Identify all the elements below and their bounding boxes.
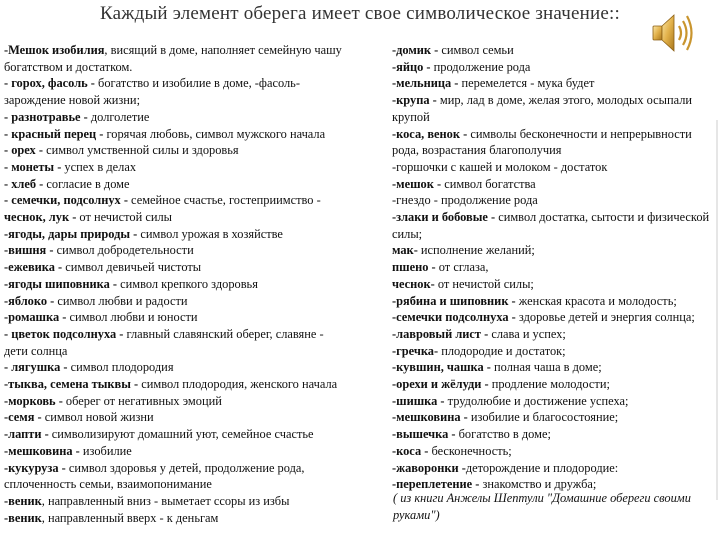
amulet-entry — [392, 376, 714, 393]
entry-meaning: , направленный вверх - к деньгам — [41, 510, 219, 525]
entry-meaning: богатство и изобилие в доме, -фасоль-зарождение новой жизни; — [4, 76, 300, 108]
amulet-entry — [4, 259, 349, 276]
amulet-entry — [392, 259, 714, 276]
amulet-entry — [392, 242, 714, 259]
entry-meaning: символ крепкого здоровья — [117, 276, 258, 291]
amulet-entry — [4, 109, 349, 126]
amulet-entry — [392, 42, 714, 59]
entry-meaning: оберег от негативных эмоций — [62, 393, 222, 408]
entry-meaning: символ урожая в хозяйстве — [137, 226, 283, 241]
left-column — [4, 42, 349, 526]
entry-meaning: здоровье детей и энергия солнца; — [515, 310, 695, 325]
entry-term: - лягушка - — [4, 360, 68, 375]
entry-meaning: символ добродетельности — [53, 243, 194, 258]
entry-meaning: бесконечность; — [428, 443, 512, 458]
entry-meaning: мир, лад в доме, желая этого, молодых осыпали крупой — [392, 93, 693, 124]
source-citation: ( из книги Анжелы Шептули "Домашние обереги своими руками") — [393, 491, 691, 522]
entry-term: -вишня - — [4, 243, 54, 258]
entry-meaning: успех в делах — [61, 159, 137, 174]
entry-term: мак- — [392, 243, 418, 258]
entry-meaning: полная чаша в доме; — [490, 360, 602, 375]
entry-meaning: знакомство и дружба; — [479, 477, 597, 492]
entry-meaning: трудолюбие и достижение успеха; — [444, 393, 629, 408]
entry-meaning: символ любви и радости — [54, 293, 188, 308]
entry-meaning: слава и успех; — [488, 326, 566, 341]
entry-meaning: согласие в доме — [43, 176, 130, 191]
entry-meaning: продолжение рода — [430, 59, 531, 74]
amulet-entry — [392, 359, 714, 376]
entry-term: -ежевика - — [4, 260, 63, 275]
amulet-entry — [392, 393, 714, 410]
entry-term: -орехи и жёлуди - — [392, 377, 489, 392]
entry-term: -яйцо - — [392, 59, 431, 74]
amulet-entry — [4, 359, 349, 376]
amulet-entry — [4, 393, 349, 410]
amulet-entry — [392, 309, 714, 326]
amulet-entry — [4, 142, 349, 159]
entry-term: чеснок, лук - — [4, 210, 77, 225]
amulet-entry — [4, 126, 349, 143]
amulet-entry — [392, 209, 714, 242]
amulet-entry — [392, 192, 714, 209]
amulet-entry — [392, 75, 714, 92]
entry-term: -семя - — [4, 410, 42, 425]
entry-term: -лавровый лист - — [392, 326, 489, 341]
entry-term: -гречка- — [392, 343, 439, 358]
amulet-entry — [392, 293, 714, 310]
entry-term: - монеты - — [4, 159, 62, 174]
entry-term: -переплетение - — [392, 477, 480, 492]
entry-meaning: -гнездо - продолжение рода — [392, 193, 538, 208]
amulet-entry — [392, 426, 714, 443]
amulet-entry — [392, 176, 714, 193]
amulet-entry — [4, 493, 349, 510]
entry-meaning: женская красота и молодость; — [515, 293, 677, 308]
amulet-entry — [392, 92, 714, 125]
entry-meaning: плодородие и достаток; — [438, 343, 566, 358]
amulet-entry — [4, 409, 349, 426]
amulet-entry — [392, 460, 714, 477]
entry-meaning: изобилие и благосостояние; — [467, 410, 619, 425]
entry-meaning: от нечистой силы; — [434, 276, 534, 291]
entry-term: - орех - — [4, 143, 43, 158]
entry-meaning: изобилие — [79, 443, 132, 458]
entry-term: -крупа - — [392, 93, 437, 108]
entry-term: -яблоко - — [4, 293, 55, 308]
entry-meaning: богатство в доме; — [455, 427, 551, 442]
entry-meaning: продление молодости; — [488, 377, 610, 392]
amulet-entry — [392, 326, 714, 343]
entry-term: -лапти - — [4, 427, 49, 442]
amulet-entry — [4, 209, 349, 226]
entry-term: -кувшин, чашка - — [392, 360, 491, 375]
entry-term: - красный перец - — [4, 126, 104, 141]
entry-term: чеснок- — [392, 276, 435, 291]
amulet-entry — [4, 293, 349, 310]
entry-term: -веник — [4, 493, 42, 508]
amulet-entry — [4, 326, 349, 359]
entry-meaning: главный славянский оберег, славяне - дети солнца — [4, 326, 324, 358]
entry-meaning: символ здоровья у детей, продолжение рода, сплоченность семьи, взаимопонимание — [4, 460, 305, 492]
entry-meaning: , направленный вниз - выметает ссоры из избы — [41, 493, 290, 508]
entry-term: -вышечка - — [392, 427, 456, 442]
entry-term: -ромашка - — [4, 310, 67, 325]
entry-meaning: символы бесконечности и непрерывности рода, возрастания благополучия — [392, 126, 692, 158]
entry-meaning: символ любви и юности — [66, 310, 198, 325]
entry-term: -мешковина - — [392, 410, 468, 425]
entry-term: - горох, фасоль - — [4, 76, 95, 91]
amulet-entry — [4, 176, 349, 193]
entry-meaning: от сглаза, — [435, 260, 489, 275]
entry-meaning: символ плодородия — [67, 360, 174, 375]
amulet-entry — [4, 192, 349, 209]
entry-term: -мешок - — [392, 176, 442, 191]
amulet-entry — [4, 159, 349, 176]
entry-meaning: , висящий в доме, наполняет семейную чашу богатством и достатком. — [4, 43, 342, 74]
edge-divider — [716, 120, 718, 500]
entry-term: -злаки и бобовые - — [392, 210, 496, 225]
entry-term: -домик - — [392, 43, 439, 57]
entry-meaning: символ плодородия, женского начала — [138, 377, 338, 392]
amulet-entry — [392, 126, 714, 159]
entry-term: -кукуруза - — [4, 460, 66, 475]
entry-meaning: горячая любовь, символ мужского начала — [103, 126, 326, 141]
entry-meaning: символ девичьей чистоты — [62, 260, 202, 275]
amulet-entry — [4, 376, 349, 393]
entry-term: - цветок подсолнуха - — [4, 326, 124, 341]
amulet-entry — [4, 242, 349, 259]
right-column — [392, 42, 714, 493]
amulet-entry — [4, 276, 349, 293]
amulet-entry — [392, 443, 714, 460]
entry-meaning: от нечистой силы — [76, 210, 172, 225]
entry-meaning: символизируют домашний уют, семейное счастье — [48, 427, 314, 442]
amulet-entry — [4, 42, 349, 75]
amulet-entry — [4, 309, 349, 326]
entry-meaning: символ новой жизни — [41, 410, 154, 425]
amulet-entry — [392, 409, 714, 426]
entry-term: -тыква, семена тыквы - — [4, 377, 139, 392]
amulet-entry — [392, 59, 714, 76]
entry-meaning: долголетие — [87, 109, 150, 124]
entry-term: пшено - — [392, 260, 436, 275]
amulet-entry — [392, 343, 714, 360]
amulet-entry — [4, 226, 349, 243]
amulet-entry — [4, 443, 349, 460]
entry-term: -мешковина - — [4, 443, 80, 458]
slide-title: Каждый элемент оберега имеет свое символическое значение:: — [100, 3, 620, 24]
entry-term: -коса - — [392, 443, 429, 458]
amulet-entry — [4, 426, 349, 443]
entry-meaning: -горшочки с кашей и молоком - достаток — [392, 159, 608, 174]
amulet-entry — [4, 460, 349, 493]
entry-term: -жаворонки - — [392, 460, 466, 475]
entry-meaning: исполнение желаний; — [417, 243, 535, 258]
entry-term: - семечки, подсолнух - — [4, 193, 128, 208]
entry-meaning: деторождение и плодородие: — [465, 460, 619, 475]
entry-term: -Мешок изобилия — [4, 43, 105, 57]
entry-term: - хлеб - — [4, 176, 44, 191]
amulet-entry — [392, 276, 714, 293]
amulet-entry — [4, 75, 349, 108]
entry-term: - разнотравье - — [4, 109, 88, 124]
entry-meaning: символ достатка, сытости и физической силы; — [392, 210, 710, 241]
entry-term: -ягоды шиповника - — [4, 276, 117, 291]
entry-meaning: семейное счастье, гостеприимство - — [127, 193, 321, 208]
amulet-entry — [392, 159, 714, 176]
amulet-entry — [4, 510, 349, 527]
entry-meaning: символ богатства — [441, 176, 536, 191]
entry-term: -ягоды, дары природы - — [4, 226, 138, 241]
entry-term: -мельница - — [392, 76, 459, 91]
entry-term: -веник — [4, 510, 42, 525]
entry-term: -семечки подсолнуха - — [392, 310, 516, 325]
entry-meaning: символ умственной силы и здоровья — [42, 143, 239, 158]
entry-term: -рябина и шиповник - — [392, 293, 516, 308]
entry-meaning: символ семьи — [438, 43, 514, 57]
entry-term: -коса, венок - — [392, 126, 468, 141]
entry-term: -морковь - — [4, 393, 63, 408]
entry-meaning: перемелется - мука будет — [458, 76, 595, 91]
entry-term: -шишка - — [392, 393, 445, 408]
